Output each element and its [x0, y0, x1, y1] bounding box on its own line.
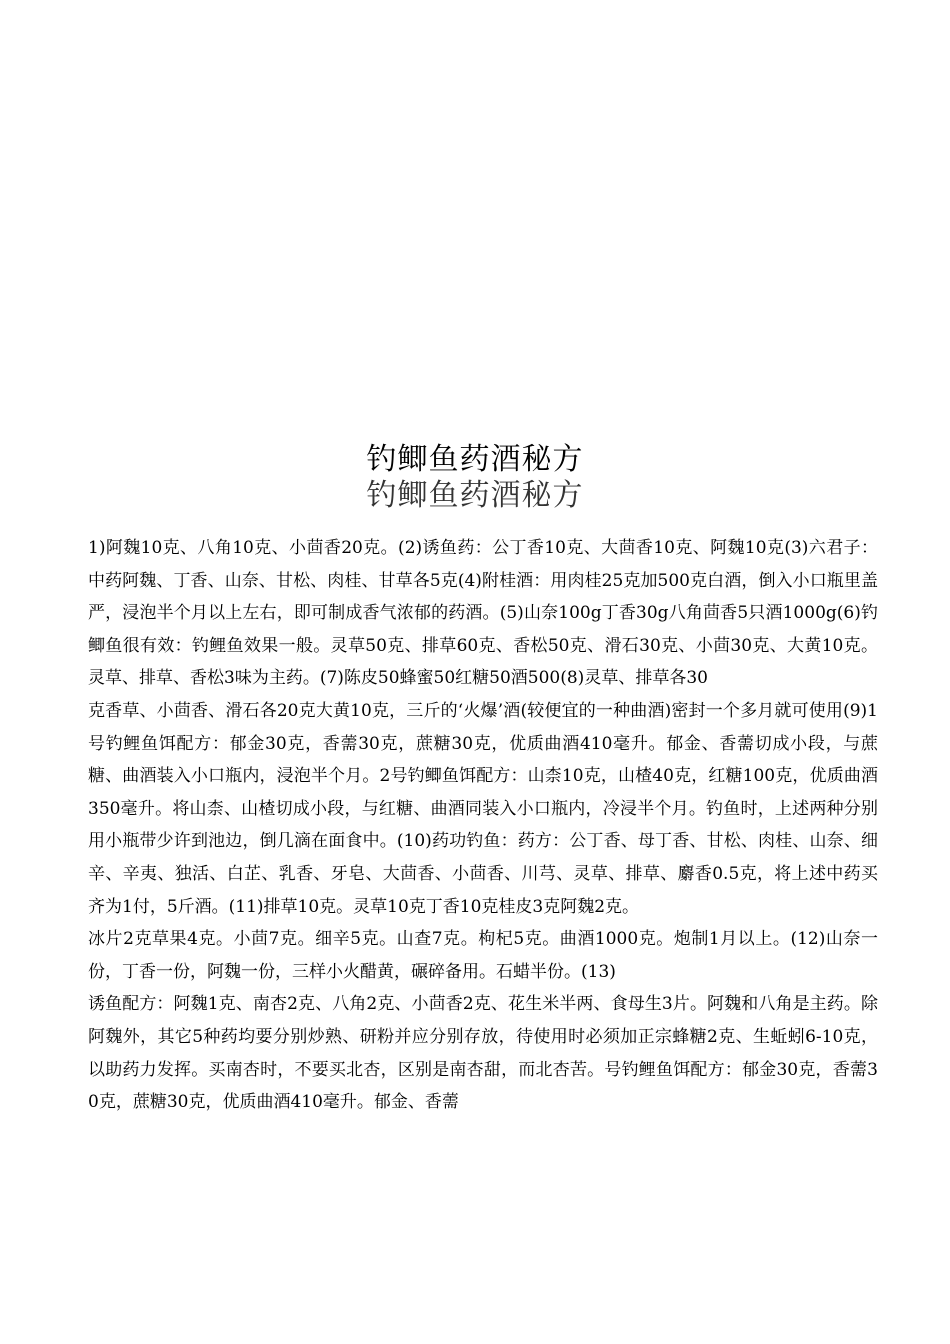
document-body: [88, 532, 878, 1119]
document-title: 钓鲫鱼药酒秘方: [366, 442, 584, 477]
body-paragraph: 克香草、小茴香、滑石各20克大黄10克，三斤的‘火爆’酒(较便宜的一种曲酒)密封一个多月就可使用(9)1号钓鲤鱼饵配方：郁金30克，香薷30克，蔗糖30克，优质曲酒410毫升。郁金、香薷切成小段，与蔗糖、曲酒装入小口瓶内，浸泡半个月。2号钓鲫鱼饵配方：山柰10克，山楂40克，红糖100克，优质曲酒350毫升。将山柰、山楂切成小段，与红糖、曲酒同装入小口瓶内，冷浸半个月。钓鱼时，上述两种分别用小瓶带少许到池边，倒几滴在面食中。(10)药功钓鱼：药方：公丁香、母丁香、甘松、肉桂、山奈、细辛、辛夷、独活、白芷、乳香、牙皂、大茴香、小茴香、川芎、灵草、排草、麝香0.5克，将上述中药买齐为1付，5斤酒。(11)排草10克。灵草10克丁香10克桂皮3克阿魏2克。: [88, 700, 878, 917]
document-subtitle: 钓鲫鱼药酒秘方: [366, 478, 584, 513]
body-paragraph: 诱鱼配方：阿魏1克、南杏2克、八角2克、小茴香2克、花生米半两、食母生3片。阿魏和八角是主药。除阿魏外，其它5种药均要分别炒熟、研粉并应分别存放，待使用时必须加正宗蜂糖2克、生蚯蚓6-10克，以助药力发挥。买南杏时，不要买北杏，区别是南杏甜，而北杏苦。号钓鲤鱼饵配方：郁金30克，香薷30克，蔗糖30克，优质曲酒410毫升。郁金、香薷: [88, 994, 878, 1113]
body-paragraph: 冰片2克草果4克。小茴7克。细辛5克。山查7克。枸杞5克。曲酒1000克。炮制1月以上。(12)山奈一份，丁香一份，阿魏一份，三样小火醋黄，碾碎备用。石蜡半份。(13): [88, 929, 878, 982]
body-paragraph: 1)阿魏10克、八角10克、小茴香20克。(2)诱鱼药：公丁香10克、大茴香10克、阿魏10克(3)六君子：中药阿魏、丁香、山奈、甘松、肉桂、甘草各5克(4)附桂酒：用肉桂25克加500克白酒，倒入小口瓶里盖严，浸泡半个月以上左右，即可制成香气浓郁的药酒。(5)山奈100g丁香30g八角茴香5只酒1000g(6)钓鲫鱼很有效：钓鲤鱼效果一般。灵草50克、排草60克、香松50克、滑石30克、小茴30克、大黄10克。灵草、排草、香松3味为主药。(7)陈皮50蜂蜜50红糖50酒500(8)灵草、排草各30: [88, 538, 878, 689]
